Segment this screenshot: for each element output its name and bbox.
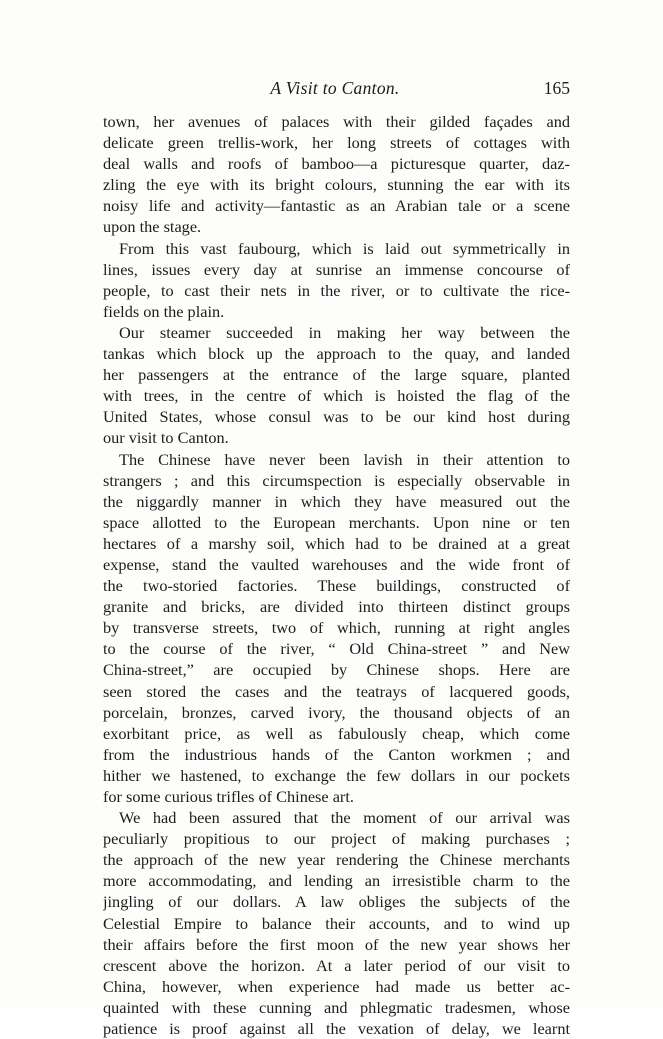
text-line: expense, stand the vaulted warehouses and the wide front of — [103, 554, 570, 574]
body-text — [103, 111, 570, 1039]
text-line: for some curious trifles of Chinese art. — [103, 787, 354, 806]
running-head — [100, 78, 570, 102]
text-line: crescent above the horizon. At a later period of our visit to — [103, 955, 570, 975]
text-line: tankas which block up the approach to the quay, and landed — [103, 344, 570, 364]
text-line: the niggardly manner in which they have measured out the — [103, 491, 570, 511]
text-line: with trees, in the centre of which is hoisted the flag of the — [103, 386, 570, 406]
text-line: China-street,” are occupied by Chinese shops. Here are — [103, 660, 570, 680]
text-line: to the course of the river, “ Old China-street ” and New — [103, 639, 570, 659]
text-line: their affairs before the first moon of the new year shows her — [103, 934, 570, 954]
text-line: space allotted to the European merchants. Upon nine or ten — [103, 512, 570, 532]
text-line: our visit to Canton. — [103, 428, 229, 448]
text-line: China, however, when experience had made us better ac- — [103, 976, 570, 996]
text-line: zling the eye with its bright colours, stunning the ear with its — [103, 175, 570, 195]
text-line: delicate green trellis-work, her long streets of cottages with — [103, 133, 570, 153]
text-line: United States, whose consul was to be our kind host during — [103, 407, 570, 427]
text-line: the two-storied factories. These buildings, constructed of — [103, 576, 570, 596]
text-line: patience is proof against all the vexation of delay, we learnt — [103, 1019, 570, 1039]
text-line: strangers ; and this circumspection is especially observable in — [103, 470, 570, 490]
text-line: fields on the plain. — [103, 301, 225, 321]
text-line: granite and bricks, are divided into thirteen distinct groups — [103, 597, 570, 617]
text-line: from the industrious hands of the Canton workmen ; and — [103, 744, 570, 764]
text-line: From this vast faubourg, which is laid out symmetrically in — [119, 238, 570, 258]
text-line: her passengers at the entrance of the large square, planted — [103, 365, 570, 385]
text-line: seen stored the cases and the teatrays of lacquered goods, — [103, 681, 570, 701]
text-line: quainted with these cunning and phlegmatic tradesmen, whose — [103, 997, 570, 1017]
text-line: more accommodating, and lending an irresistible charm to the — [103, 871, 570, 891]
text-line: people, to cast their nets in the river, or to cultivate the rice- — [103, 280, 570, 300]
text-line: hectares of a marshy soil, which had to be drained at a great — [103, 533, 570, 553]
text-line: the approach of the new year rendering the Chinese merchants — [103, 850, 570, 870]
text-line: hither we hastened, to exchange the few dollars in our pockets — [103, 765, 570, 785]
text-line: noisy life and activity—fantastic as an Arabian tale or a scene — [103, 196, 570, 216]
text-line: exorbitant price, as well as fabulously cheap, which come — [103, 723, 570, 743]
text-line: jingling of our dollars. A law obliges the subjects of the — [103, 892, 570, 912]
page-number: 165 — [543, 78, 570, 98]
text-line: peculiarly propitious to our project of making purchases ; — [103, 829, 570, 849]
text-line: Celestial Empire to balance their accounts, and to wind up — [103, 913, 570, 933]
text-line: Our steamer succeeded in making her way between the — [119, 322, 570, 342]
text-line: deal walls and roofs of bamboo—a picturesque quarter, daz- — [103, 154, 570, 174]
text-line: The Chinese have never been lavish in their attention to — [119, 449, 570, 469]
text-line: porcelain, bronzes, carved ivory, the thousand objects of an — [103, 702, 570, 722]
text-line: lines, issues every day at sunrise an immense concourse of — [103, 259, 570, 279]
text-line: upon the stage. — [103, 217, 202, 237]
text-line: by transverse streets, two of which, running at right angles — [103, 618, 570, 638]
text-line: town, her avenues of palaces with their gilded façades and — [103, 112, 570, 131]
text-line: We had been assured that the moment of our arrival was — [119, 808, 570, 828]
running-title: A Visit to Canton. — [270, 78, 400, 98]
